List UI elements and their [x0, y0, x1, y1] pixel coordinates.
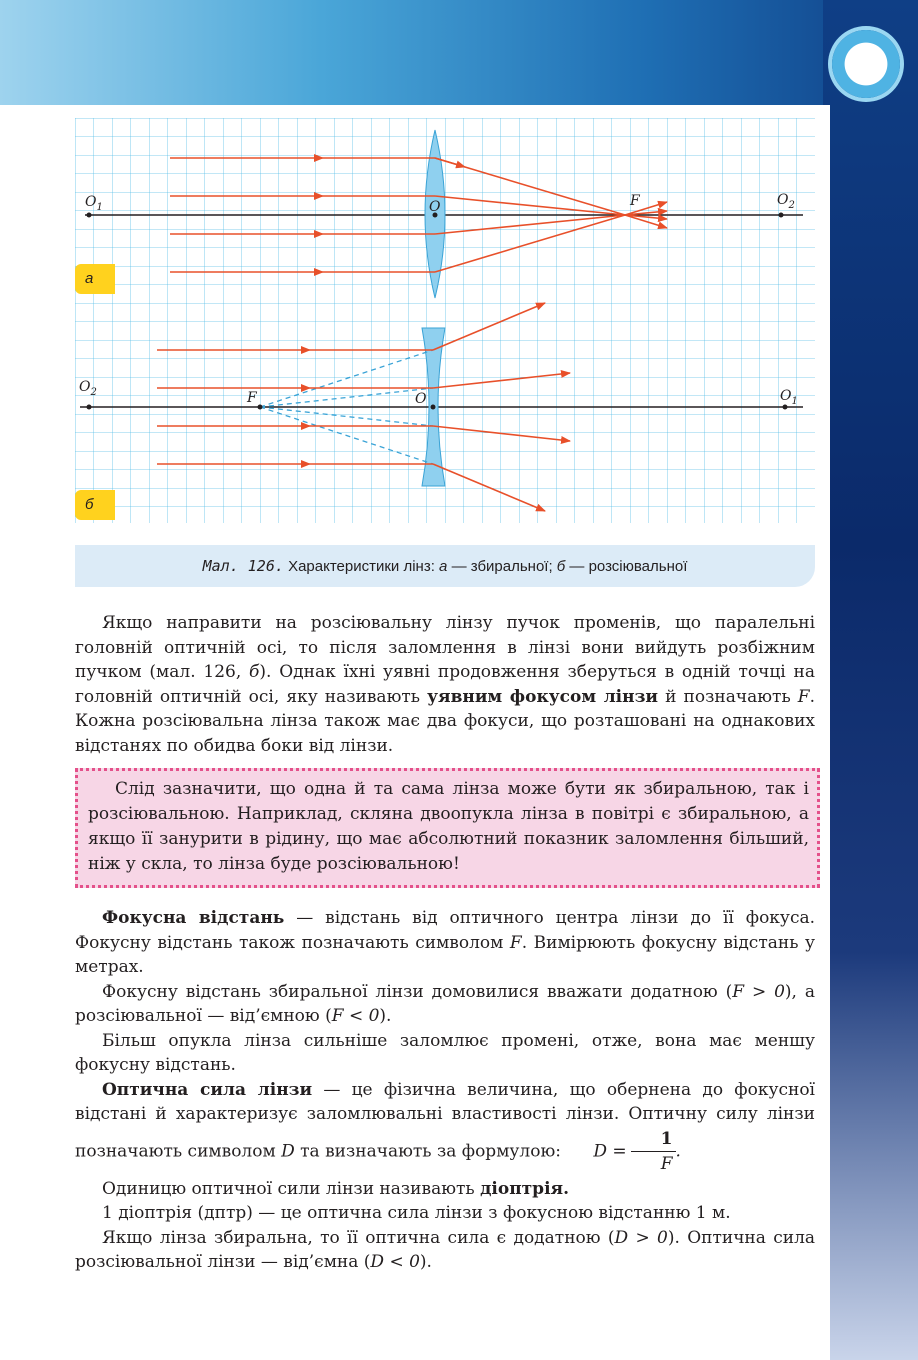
formula-numerator: 1 [631, 1127, 676, 1153]
label-o1-bottom-sub: 1 [791, 396, 798, 407]
header-background [0, 0, 918, 105]
label-o2-top: O [777, 192, 789, 208]
note-box [75, 768, 820, 888]
lens-diagram [75, 118, 815, 523]
optical-power-formula [566, 1127, 681, 1177]
label-o2-bottom-sub: 2 [90, 387, 97, 398]
caption-mid: — збиральної; [451, 558, 553, 575]
para8-condition2: D < 0 [370, 1252, 420, 1272]
lens-figure [75, 118, 815, 523]
para3-text3: ). [379, 1006, 392, 1026]
definitions-block [75, 906, 815, 1275]
panel-tag-b: б [75, 490, 115, 520]
caption-a: а [439, 558, 448, 575]
paragraph-sign-convention [75, 980, 815, 1029]
para1-italic: б [249, 662, 260, 682]
page-number-badge [832, 30, 900, 98]
label-o-top: O [429, 199, 441, 215]
label-o1-bottom: O [780, 388, 792, 404]
label-o2-top-sub: 2 [788, 200, 795, 211]
para3-text1: Фокусну відстань збиральної лінзи домовилися вважати додатною ( [102, 981, 733, 1002]
para5-text1: — це фізична величина, що обернена до фокусної відстані й характеризує заломлювальні властивості лінзи. Оптичну силу лінзи позначають символом [75, 1079, 815, 1161]
para5-text2: та визначають за формулою: [294, 1141, 567, 1161]
caption-prefix: Мал. 126. [202, 557, 284, 575]
para8-condition1: D > 0 [614, 1227, 668, 1248]
caption-text: Характеристики лінз: [288, 558, 435, 575]
para1-text4: . Кожна розсіювальна лінза також має два фокуси, що розташовані на однакових відстанях по обидва боки від лінзи. [75, 686, 815, 756]
para5-symbol: D [281, 1141, 295, 1161]
para2-bold-term: Фокусна відстань [102, 908, 285, 928]
para2-symbol: F [509, 932, 522, 953]
label-o2-bottom: O [79, 379, 91, 395]
para6-bold-term: діоптрія. [480, 1178, 570, 1199]
grid [75, 118, 815, 523]
paragraph-diopter-definition: 1 діоптрія (дптр) — це оптична сила лінзи з фокусною відстанню 1 м. [102, 1203, 731, 1223]
paragraph-virtual-focus [75, 611, 815, 758]
caption-end: — розсіювальної [569, 558, 688, 575]
para8-text2: ). Оптична сила розсіювальної лінзи — від’ємна ( [75, 1227, 816, 1272]
para1-text3: й позначають [658, 686, 798, 707]
label-o-bottom: O [415, 391, 427, 407]
paragraph-diopter-unit [75, 1177, 815, 1202]
caption-b: б [556, 558, 566, 575]
para1-symbol: F [797, 686, 810, 707]
paragraph-optical-power [75, 1078, 815, 1177]
page-number: 87 [854, 53, 878, 75]
para2-text1: — відстань від оптичного центра лінзи до її фокуса. Фокусну відстань також позначають символом [75, 908, 815, 953]
note-text: Слід зазначити, що одна й та сама лінза може бути як збиральною, так і розсіювальною. Наприклад, скляна двоопукла лінза в повітрі є збиральною, а якщо її занурити в рідину, що має абсолютний показник заломлення більший, ніж у скла, то лінза буде розсіювальною! [88, 779, 809, 874]
para3-text2: ), а розсіювальної — від’ємною ( [75, 981, 815, 1026]
para3-condition1: F > 0 [732, 981, 785, 1002]
para1-bold-term: уявним фокусом лінзи [427, 686, 659, 707]
label-f-bottom: F [247, 390, 257, 406]
para5-bold-term: Оптична сила лінзи [102, 1079, 313, 1100]
para6-text1: Одиницю оптичної сили лінзи називають [102, 1178, 481, 1199]
para3-condition2: F < 0 [331, 1006, 380, 1026]
paragraph-power-sign [75, 1226, 815, 1275]
side-background [823, 0, 918, 1360]
figure-caption [75, 545, 815, 587]
panel-tag-a: а [75, 264, 115, 294]
label-o1-top-sub: 1 [96, 202, 103, 213]
formula-fraction [631, 1127, 676, 1177]
para1-text2: ). Однак їхні уявні продовження зберуться в одній точці на головній оптичній осі, яку називають [75, 662, 815, 707]
para8-text1: Якщо лінза збиральна, то її оптична сила є додатною ( [102, 1227, 615, 1248]
paragraph-focal-length [75, 906, 815, 980]
para2-text2: . Вимірюють фокусну відстань у метрах. [75, 932, 815, 977]
para8-text3: ). [419, 1252, 432, 1272]
paragraph-convexity: Більш опукла лінза сильніше заломлює промені, отже, вона має меншу фокусну відстань. [75, 1030, 815, 1075]
label-o1-top: O [85, 194, 97, 210]
label-f-top: F [630, 193, 640, 209]
formula-end: . [675, 1141, 681, 1161]
formula-denominator: F [660, 1154, 673, 1174]
formula-lhs: D = [593, 1141, 627, 1161]
para1-text1: Якщо направити на розсіювальну лінзу пучок променів, що паралельні головній оптичній осі, то після заломлення в лінзі вони вийдуть розбіжним пучком (мал. 126, [75, 613, 815, 682]
